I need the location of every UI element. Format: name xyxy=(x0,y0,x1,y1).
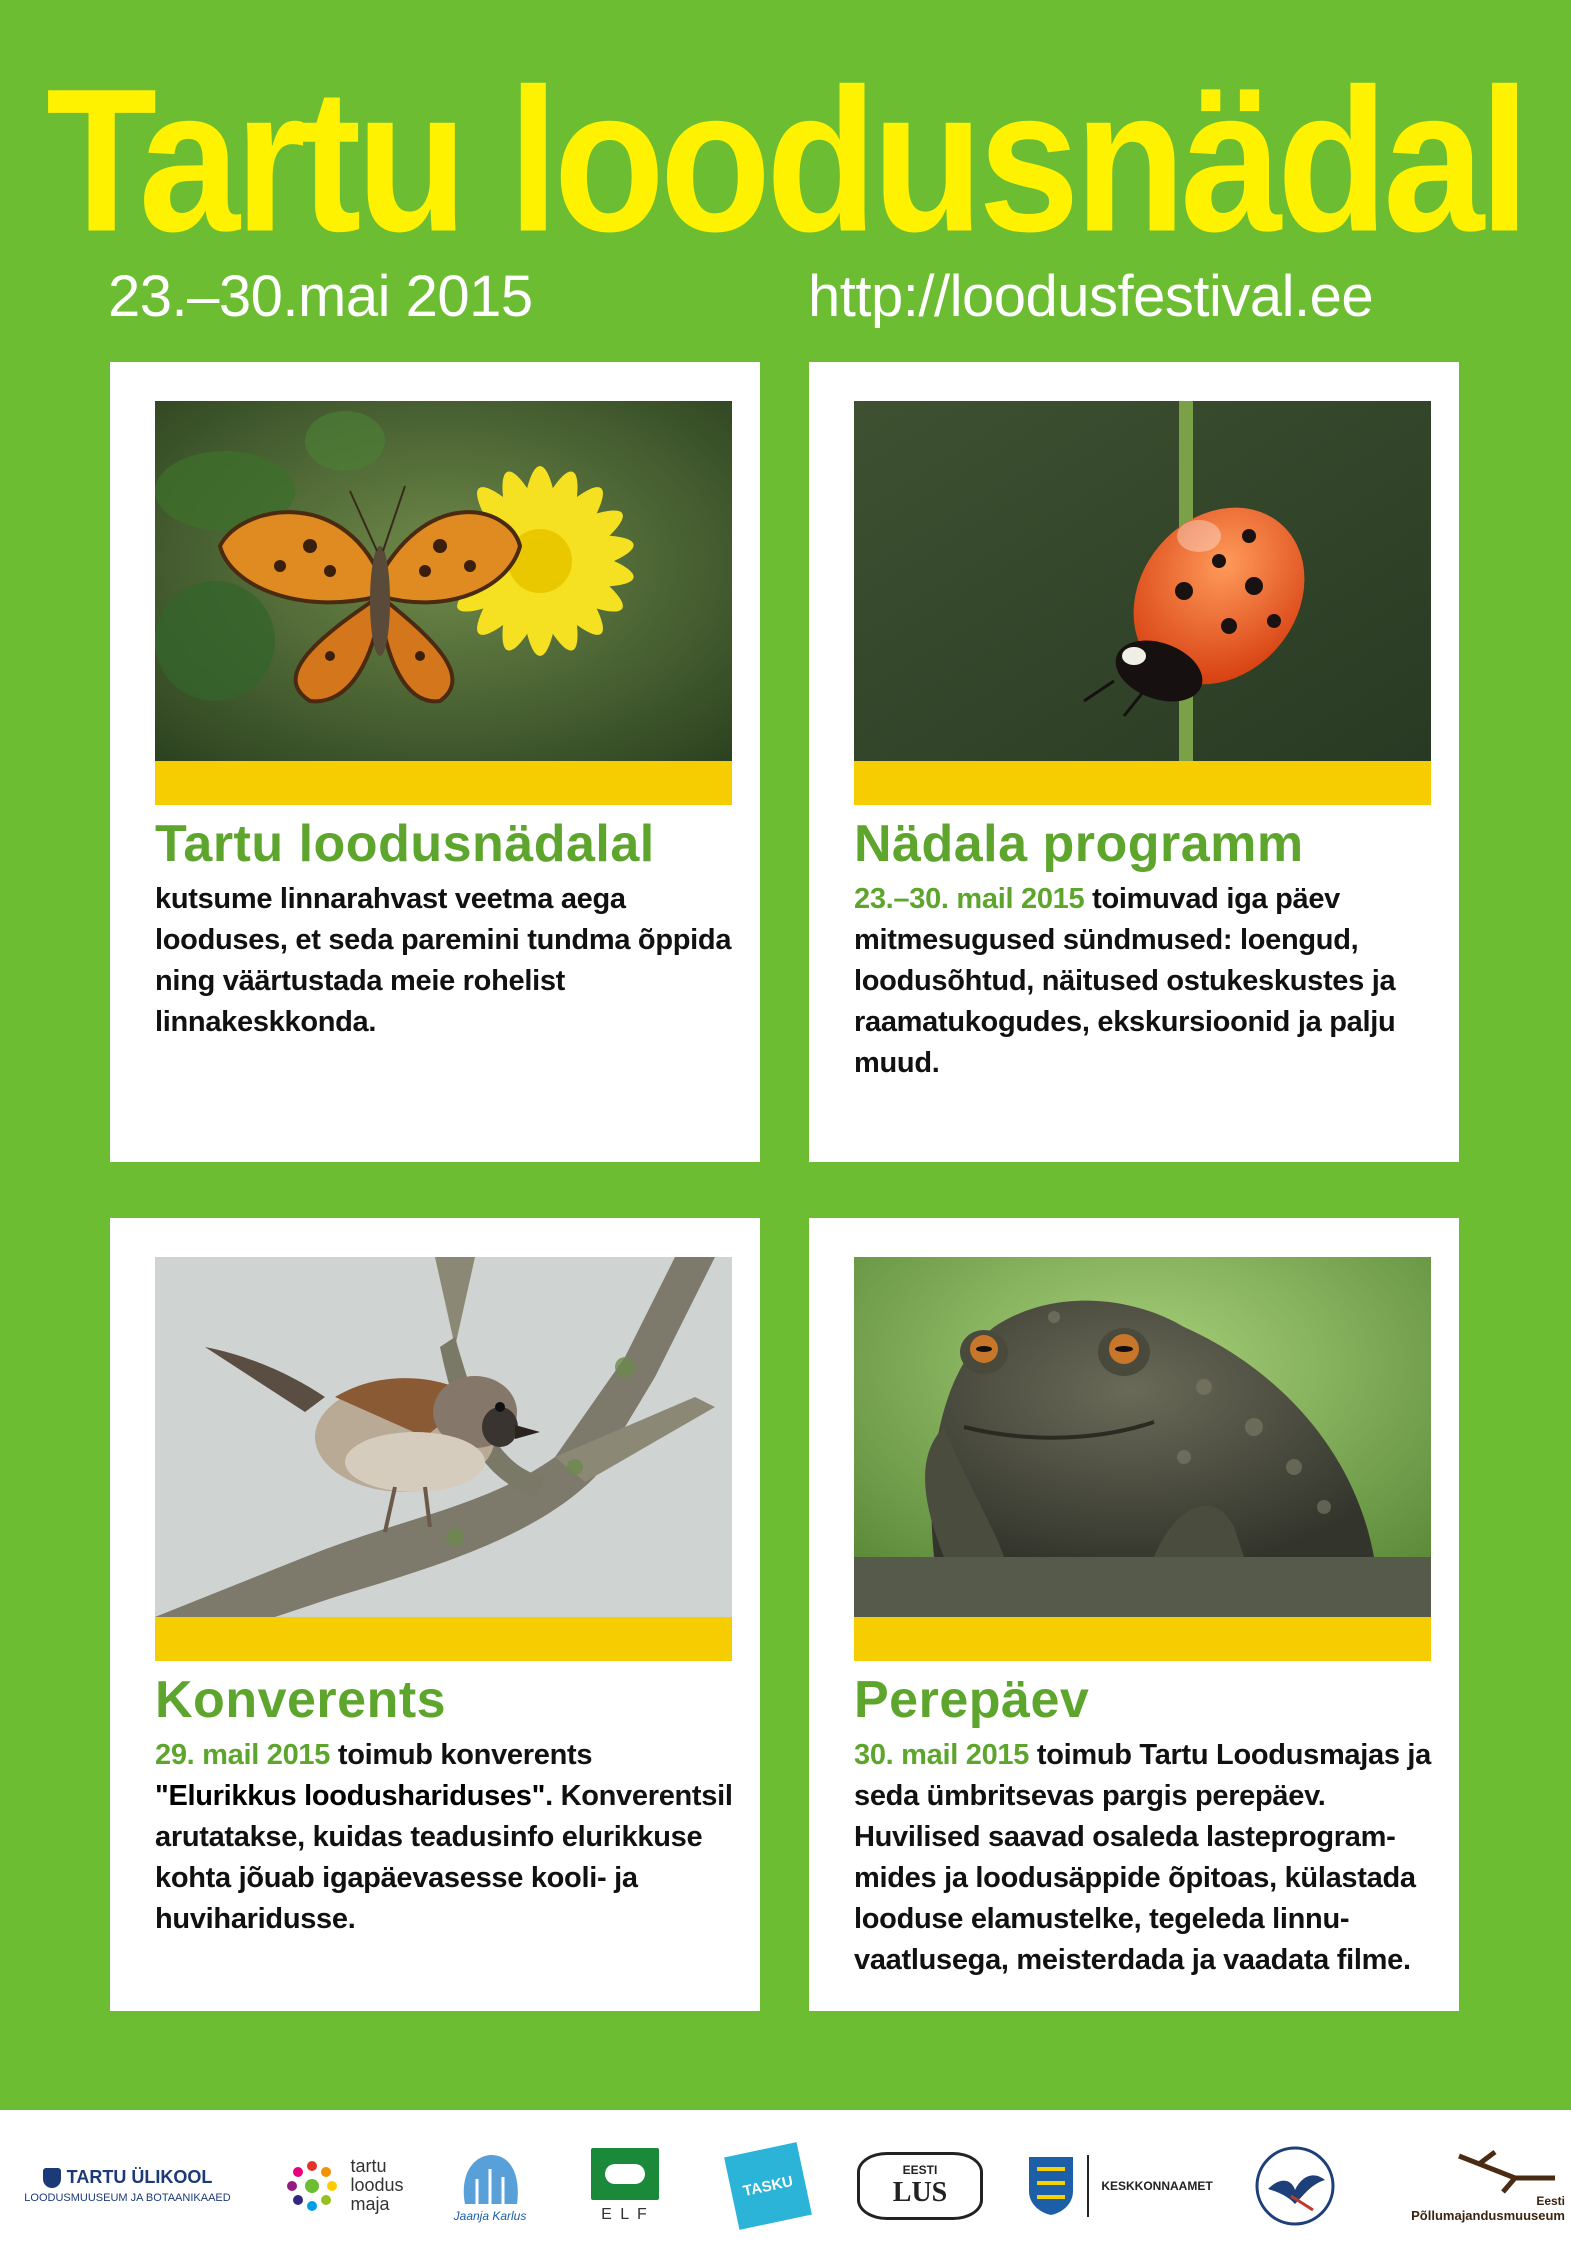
coat-of-arms-icon xyxy=(1027,2155,1075,2217)
toad-photo xyxy=(854,1257,1431,1617)
event-dates: 23.–30.mai 2015 xyxy=(108,264,533,329)
loodusmaja-flower-icon xyxy=(282,2156,342,2216)
card-perepaev xyxy=(809,1218,1459,2011)
card-text: 30. mail 2015 toimub Tartu Loodusmajas ja seda ümbritsevas pargis perepäev. Huvilised saavad osaleda lasteprogram-mides ja loodusäppide õpitoas, külastada looduse elamustelke, tegeleda linnu-vaatlusega, meisterdada ja vaadata filme. xyxy=(854,1739,1432,1976)
card-konverents xyxy=(110,1218,760,2011)
card-heading: Konverents xyxy=(155,1671,447,1729)
plough-icon xyxy=(1455,2148,1565,2194)
logo-loodusmaja[interactable]: tartu loodus maja xyxy=(268,2110,418,2261)
butterfly-photo xyxy=(155,401,732,761)
logo-tasku[interactable]: TASKU xyxy=(718,2110,818,2261)
card-band xyxy=(155,761,732,805)
card-date: 29. mail 2015 xyxy=(155,1739,331,1771)
card-heading: Perepäev xyxy=(854,1671,1090,1729)
card-heading: Nädala programm xyxy=(854,815,1304,873)
card-loodusnadal xyxy=(110,362,760,1162)
card-band xyxy=(854,1617,1431,1661)
card-programm xyxy=(809,362,1459,1162)
card-heading: Tartu loodusnädalal xyxy=(155,815,655,873)
card-date: 30. mail 2015 xyxy=(854,1739,1030,1771)
ladybug-photo xyxy=(854,401,1431,761)
sparrow-photo xyxy=(155,1257,732,1617)
logo-tartu-ulikool[interactable]: TARTU ÜLIKOOL LOODUSMUUSEUM JA BOTAANIKAAED xyxy=(24,2167,231,2204)
bird-circle-icon xyxy=(1253,2144,1337,2228)
elf-animal-icon xyxy=(591,2148,659,2200)
poster-title: Tartu loodusnädal xyxy=(46,45,1525,275)
event-url[interactable]: http://loodusfestival.ee xyxy=(808,264,1374,329)
conference-title: "Elurikkus loodushariduses" xyxy=(155,1780,546,1812)
card-band xyxy=(155,1617,732,1661)
university-crest-icon xyxy=(43,2168,61,2188)
card-text: 29. mail 2015 toimub konverents "Elurikkus loodushariduses". Konverentsil arutatakse, kuidas teadusinfo elurikkuse kohta jõuab igapäevasesse kooli- ja huviharidusse. xyxy=(155,1739,733,1935)
card-text: 23.–30. mail 2015 toimuvad iga päev mitmesugused sündmused: loengud, loodusõhtud, näitused ostukeskustes ja raamatukogudes, ekskursioonid ja palju muud. xyxy=(854,883,1396,1079)
logo-eesti-lus[interactable]: EESTI LUS xyxy=(855,2110,985,2261)
logo-elf[interactable]: E L F xyxy=(580,2110,670,2261)
sponsor-footer xyxy=(0,2110,1571,2261)
logo-keskkonnaamet[interactable]: KESKKONNAAMET xyxy=(1020,2110,1220,2261)
card-date: 23.–30. mail 2015 xyxy=(854,883,1085,915)
card-text: kutsume linnarahvast veetma aega looduses, et seda paremini tundma õppida ning väärtustada meie rohelist linnakeskkonda. xyxy=(155,883,732,1038)
logo-ornitoloogiaühing[interactable] xyxy=(1240,2110,1350,2261)
elephant-icon xyxy=(455,2149,525,2209)
logo-jaanja[interactable]: Jaanja Karlus xyxy=(445,2110,535,2261)
card-band xyxy=(854,761,1431,805)
logo-pollumajandusmuuseum[interactable]: Eesti Põllumajandusmuuseum xyxy=(1400,2110,1565,2261)
